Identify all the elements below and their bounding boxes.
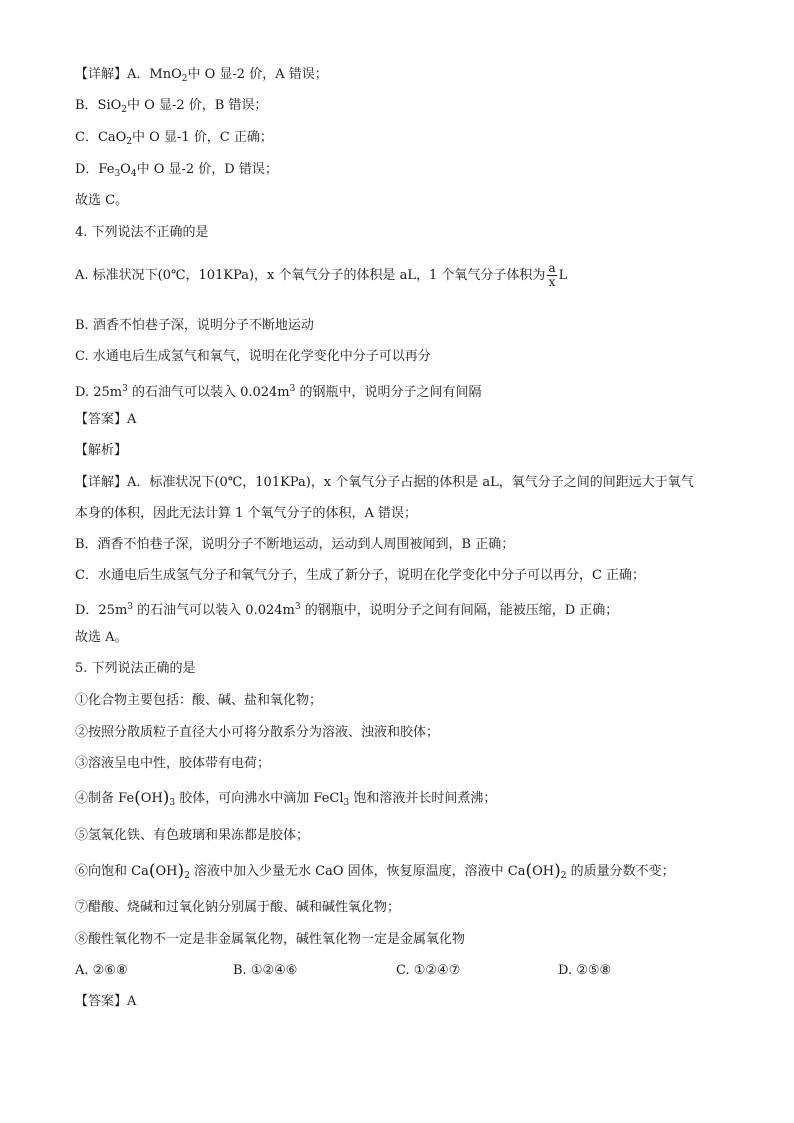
text: 中 O 显-2 价，A 错误； (187, 67, 328, 82)
text: 溶液中加入少量无水 CaO 固体，恢复原温度，溶液中 Ca (189, 864, 526, 879)
text: D. 25m (75, 385, 123, 400)
paren-close: ) (554, 861, 561, 881)
text: O (120, 162, 131, 177)
subscript: 3 (343, 798, 350, 808)
line-detail-a (75, 66, 328, 88)
question-4-title: 4. 下列说法不正确的是 (75, 225, 209, 240)
statement-4 (75, 789, 496, 812)
subscript: 2 (181, 74, 188, 84)
text: D．Fe (75, 162, 115, 177)
statement-5: ⑤氢氧化铁、有色玻璃和果冻都是胶体； (75, 828, 310, 843)
text: B．SiO (75, 98, 122, 113)
fraction (547, 262, 556, 289)
line-choose-c: 故选 C。 (75, 193, 129, 208)
detail-4-line-2: 本身的体积，因此无法计算 1 个氧气分子的体积，A 错误； (75, 506, 418, 521)
subscript: 3 (114, 169, 121, 179)
text: A. 标准状况下(0℃，101KPa)，x 个氧气分子的体积是 aL，1 个氧气分子体积为 (75, 268, 546, 283)
statement-7: ⑦醋酸、烧碱和过氧化钠分别属于酸、碱和碱性氧化物； (75, 900, 401, 915)
superscript: 3 (289, 384, 296, 394)
question-5-option-b: B. ①②④⑥ (233, 963, 298, 978)
superscript: 3 (122, 384, 128, 394)
text: 中 O 显-1 价，C 正确； (132, 130, 273, 145)
text: 中 O 显-2 价，B 错误； (127, 98, 268, 113)
subscript: 2 (560, 871, 567, 881)
question-5-title: 5. 下列说法正确的是 (75, 661, 196, 676)
text: L (558, 268, 568, 283)
analysis-4-tag: 【解析】 (75, 443, 128, 458)
text: A．MnO (127, 67, 182, 82)
line-detail-b (75, 97, 267, 119)
text: 饱和溶液并长时间煮沸； (349, 791, 497, 806)
fraction-denominator: x (548, 275, 556, 289)
answer-tag: 【答案】 (75, 994, 128, 1009)
question-4-option-a (75, 262, 567, 289)
text: D．25m (75, 603, 128, 618)
question-5-option-d: D. ②⑤⑧ (558, 963, 612, 978)
detail-4-line-6: 故选 A。 (75, 630, 128, 645)
text: ⑥向饱和 Ca (75, 864, 149, 879)
text: 的钢瓶中，说明分子之间有间隔，能被压缩，D 正确； (300, 603, 619, 618)
text: OH (532, 864, 555, 879)
question-4-option-b: B. 酒香不怕巷子深，说明分子不断地运动 (75, 318, 314, 333)
text: 的石油气可以装入 0.024m (133, 603, 295, 618)
detail-4-line-4: C．水通电后生成氢气分子和氧气分子，生成了新分子，说明在化学变化中分子可以再分，C 正确； (75, 568, 646, 583)
text: A (127, 994, 137, 1009)
paren-open: ( (148, 861, 156, 881)
text: OH (155, 864, 178, 879)
answer-4 (75, 411, 136, 429)
paren-open: ( (134, 788, 141, 808)
text: ④制备 Fe (75, 791, 135, 806)
fraction-numerator: a (548, 261, 556, 275)
text: 中 O 显-2 价，D 错误； (136, 162, 278, 177)
paren-close: ) (177, 861, 185, 881)
text: A．标准状况下(0℃，101KPa)，x 个氧气分子占据的体积是 aL，氧气分子之间的间距远大于氧气 (127, 475, 694, 490)
detail-4-line-5 (75, 598, 618, 620)
statement-2: ②按照分散质粒子直径大小可将分散系分为溶液、浊液和胶体； (75, 725, 440, 740)
text: OH (140, 791, 163, 806)
detail-4-line-1 (75, 474, 694, 492)
paren-open: ( (525, 861, 533, 881)
answer-tag: 【答案】 (75, 412, 128, 427)
detail-4-line-3: B．酒香不怕巷子深，说明分子不断地运动，运动到人周围被闻到，B 正确； (75, 537, 515, 552)
subscript: 2 (126, 137, 133, 147)
line-detail-d (75, 161, 278, 183)
text: 的石油气可以装入 0.024m (127, 385, 290, 400)
statement-3: ③溶液呈电中性，胶体带有电荷； (75, 756, 271, 771)
subscript: 2 (184, 871, 190, 881)
answer-5 (75, 993, 136, 1011)
detail-tag: 【详解】 (75, 67, 128, 82)
subscript: 2 (121, 105, 128, 115)
text: C．CaO (75, 130, 127, 145)
statement-6 (75, 862, 675, 885)
statement-1: ①化合物主要包括：酸、碱、盐和氧化物； (75, 693, 323, 708)
question-5-option-a: A. ②⑥⑧ (75, 963, 128, 978)
detail-tag: 【详解】 (75, 475, 128, 490)
text: 的钢瓶中，说明分子之间有间隔 (295, 385, 482, 400)
text: 胶体，可向沸水中滴加 FeCl (175, 791, 344, 806)
superscript: 3 (127, 602, 134, 612)
question-4-option-d (75, 380, 482, 402)
subscript: 4 (130, 169, 137, 179)
question-4-option-c: C. 水通电后生成氢气和氧气，说明在化学变化中分子可以再分 (75, 349, 431, 364)
text: A (127, 412, 137, 427)
superscript: 3 (294, 602, 301, 612)
paren-close: ) (162, 788, 170, 808)
statement-8: ⑧酸性氧化物不一定是非金属氧化物，碱性氧化物一定是金属氧化物 (75, 932, 466, 947)
question-5-option-c: C. ①②④⑦ (396, 963, 461, 978)
subscript: 3 (169, 798, 176, 808)
line-detail-c (75, 129, 273, 151)
text: 的质量分数不变； (566, 864, 675, 879)
